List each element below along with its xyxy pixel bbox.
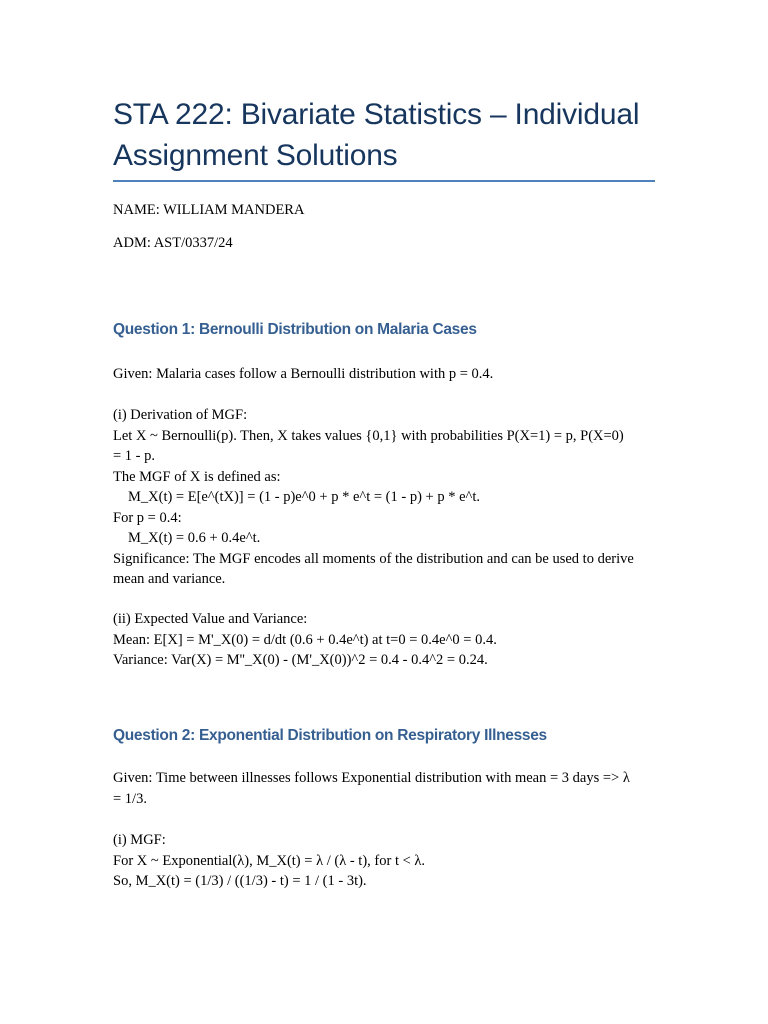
- q1-p2-line: (ii) Expected Value and Variance:: [113, 611, 308, 627]
- q1-given-line: Given: Malaria cases follow a Bernoulli distribution with p = 0.4.: [113, 366, 494, 382]
- title-line-2: Assignment Solutions: [113, 139, 398, 172]
- q2-p1-line: So, M_X(t) = (1/3) / ((1/3) - t) = 1 / (1 - 3t).: [113, 873, 367, 889]
- q1-p2-line: Mean: E[X] = M'_X(0) = d/dt (0.6 + 0.4e^t) at t=0 = 0.4e^0 = 0.4.: [113, 631, 497, 648]
- q2-given-line: = 1/3.: [113, 790, 147, 807]
- q1-p1-line: = 1 - p.: [113, 448, 156, 464]
- student-name: NAME: WILLIAM MANDERA: [113, 202, 305, 218]
- q2-given-line: Given: Time between illnesses follows Exponential distribution with mean = 3 days => λ: [113, 770, 630, 786]
- q1-p1-line: Significance: The MGF encodes all moments of the distribution and can be used to derive: [113, 550, 634, 567]
- title-line-1: STA 222: Bivariate Statistics – Individual: [113, 98, 640, 131]
- q1-p1-line: (i) Derivation of MGF:: [113, 407, 248, 423]
- student-adm: ADM: AST/0337/24: [113, 235, 233, 251]
- q1-p1-line: Let X ~ Bernoulli(p). Then, X takes values {0,1} with probabilities P(X=1) = p, P(X=0): [113, 427, 624, 444]
- q2-p1-line: (i) MGF:: [113, 832, 166, 848]
- q1-p1-line: For p = 0.4:: [113, 509, 182, 526]
- q1-p1-line: mean and variance.: [113, 571, 226, 587]
- title-divider: [113, 180, 655, 182]
- q1-p1-line: The MGF of X is defined as:: [113, 468, 281, 485]
- q1-part-2: [113, 609, 655, 671]
- document-title: [113, 94, 655, 176]
- q1-given: [113, 364, 655, 385]
- question-2-heading: Question 2: Exponential Distribution on Respiratory Illnesses: [113, 727, 547, 744]
- q2-part-1: [113, 830, 655, 892]
- q1-p2-line: Variance: Var(X) = M''_X(0) - (M'_X(0))^2 = 0.4 - 0.4^2 = 0.24.: [113, 652, 488, 668]
- q2-given: [113, 768, 655, 809]
- q2-p1-line: For X ~ Exponential(λ), M_X(t) = λ / (λ - t), for t < λ.: [113, 852, 426, 869]
- q1-p1-formula: M_X(t) = 0.6 + 0.4e^t.: [128, 530, 261, 546]
- q1-part-1: [113, 405, 655, 590]
- q1-p1-formula: M_X(t) = E[e^(tX)] = (1 - p)e^0 + p * e^t = (1 - p) + p * e^t.: [128, 489, 480, 505]
- question-1-heading: Question 1: Bernoulli Distribution on Malaria Cases: [113, 321, 477, 338]
